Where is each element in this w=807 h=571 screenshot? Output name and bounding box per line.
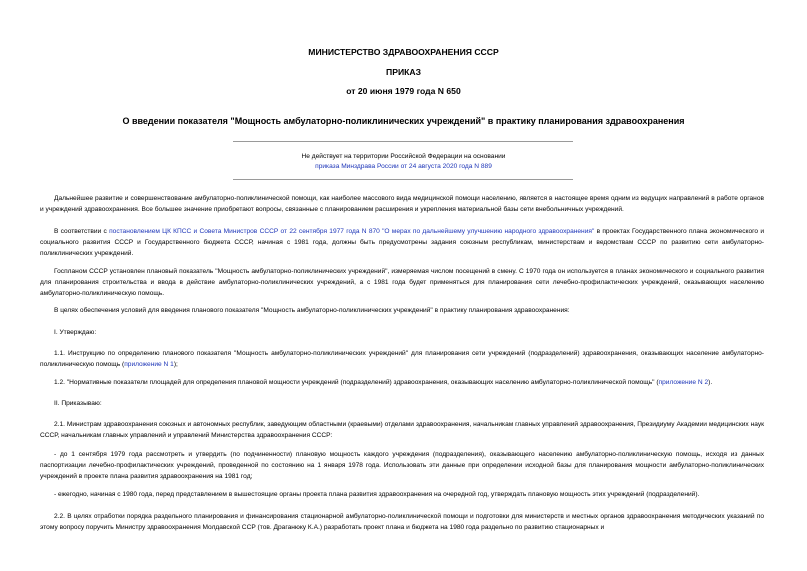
page-title: О введении показателя "Мощность амбулаторно-поликлинических учреждений" в практику планирования здравоохранения — [122, 116, 685, 126]
item-1-1-end: ); — [173, 361, 178, 368]
item-1-1 — [40, 348, 764, 370]
item-2-1: 2.1. Министрам здравоохранения союзных и автономных республик, заведующим областными (краевыми) отделами здравоохранения, начальникам главных управлений здравоохранения, Президиуму Академии медицинских наук СССР, начальникам главных управлений и управлений Министерства здравоохранения СССР: — [40, 421, 764, 439]
status-note — [0, 152, 807, 172]
item-1-2-text: 1.2. "Нормативные показатели площадей для определения плановой мощности учреждений (подразделений) здравоохранения, оказывающих населению амбулаторно-поликлинической помощь" ( — [54, 379, 659, 386]
item-1-2 — [40, 377, 764, 388]
status-note-text: Не действует на территории Российской Федерации на основании — [301, 153, 506, 160]
resolution-link[interactable]: постановлением ЦК КПСС и Совета Министров СССР от 22 сентября 1977 года N 870 "О мерах по дальнейшему улучшению народного здравоохранения" — [109, 228, 595, 235]
section-i-heading: I. Утверждаю: — [54, 329, 97, 336]
paragraph-purpose: В целях обеспечения условий для введения планового показателя "Мощность амбулаторно-поликлинических учреждений" в практику планирования здравоохранения: — [54, 307, 570, 314]
divider-top — [233, 141, 573, 142]
doc-type-heading: ПРИКАЗ — [386, 67, 421, 77]
paragraph-intro: Дальнейшее развитие и совершенствование амбулаторно-поликлинической помощи, как наиболее массового вида медицинской помощи населению, является в настоящее время одним из ведущих направлений в работе органов и учреждений здравоохранения. Все большее значение приобретают вопросы, связанные с планированием расширения и укрепления материальной базы сети внебольничных учреждений. — [40, 195, 764, 213]
paragraph-basis-text-cont: в проектах Государственного плана экономического и социального развития СССР и Государственного бюджета СССР, начиная с 1981 года, должны быть предусмотрены задания союзным республикам, министерствам и ведомствам СССР по развитию сети амбулаторно-поликлинических учреждений. — [40, 228, 765, 257]
status-note-link[interactable]: приказа Минздрава России от 24 августа 2020 года N 889 — [315, 163, 492, 170]
item-2-1-bullet-2: - ежегодно, начиная с 1980 года, перед представлением в вышестоящие органы проекта плана развития здравоохранения на очередной год, утверждать плановую мощность этих учреждений (подразделений). — [54, 491, 700, 498]
appendix-1-link[interactable]: приложение N 1 — [124, 361, 174, 368]
item-2-2: 2.2. В целях отработки порядка раздельного планирования и финансирования стационарной амбулаторно-поликлинической помощи и подготовки для министерств и местных органов здравоохранения методических указаний по этому вопросу поручить Министру здравоохранения Молдавской ССР (тов. Драганюку К.А.) разработать проект плана и бюджета на 1980 года раздельно по развитию стационарных и — [40, 513, 764, 531]
ministry-heading: МИНИСТЕРСТВО ЗДРАВООХРАНЕНИЯ СССР — [308, 47, 499, 57]
paragraph-gosplan: Госпланом СССР установлен плановый показатель "Мощность амбулаторно-поликлинических учреждений", измеряемая числом посещений в смену. С 1970 года он используется в планах экономического и социального развития для планирования строительства и ввода в действие амбулаторно-поликлинических учреждений, а с 1981 года будет применяться для планирования сети лечебно-профилактических учреждений, оказывающих населению амбулаторно-поликлиническую помощь. — [40, 268, 764, 297]
paragraph-basis — [40, 226, 764, 259]
item-2-1-bullet-1: - до 1 сентября 1979 года рассмотреть и утвердить (по подчиненности) плановую мощность каждого учреждения (подразделения), оказывающего населению амбулаторно-поликлиническую помощь, исходя из данных паспортизации лечебно-профилактических учреждений, проведенной по состоянию на 1 января 1978 года. Использовать эти данные при определении исходной базы для планирования мощности амбулаторно-поликлинических учреждений в проекте плана развития здравоохранения на 1981 год; — [40, 451, 764, 480]
item-1-2-end: ). — [708, 379, 713, 386]
date-number-heading: от 20 июня 1979 года N 650 — [346, 86, 461, 96]
item-1-1-text: 1.1. Инструкцию по определению планового показателя "Мощность амбулаторно-поликлинических учреждений" для планирования сети учреждений (подразделений) здравоохранения, оказывающих население амбулаторно-поликлиническую помощь ( — [40, 350, 764, 368]
paragraph-basis-text: В соответствии с — [54, 228, 110, 235]
divider-bottom — [233, 179, 573, 180]
section-ii-heading: II. Приказываю: — [54, 400, 102, 407]
appendix-2-link[interactable]: приложение N 2 — [658, 379, 709, 386]
